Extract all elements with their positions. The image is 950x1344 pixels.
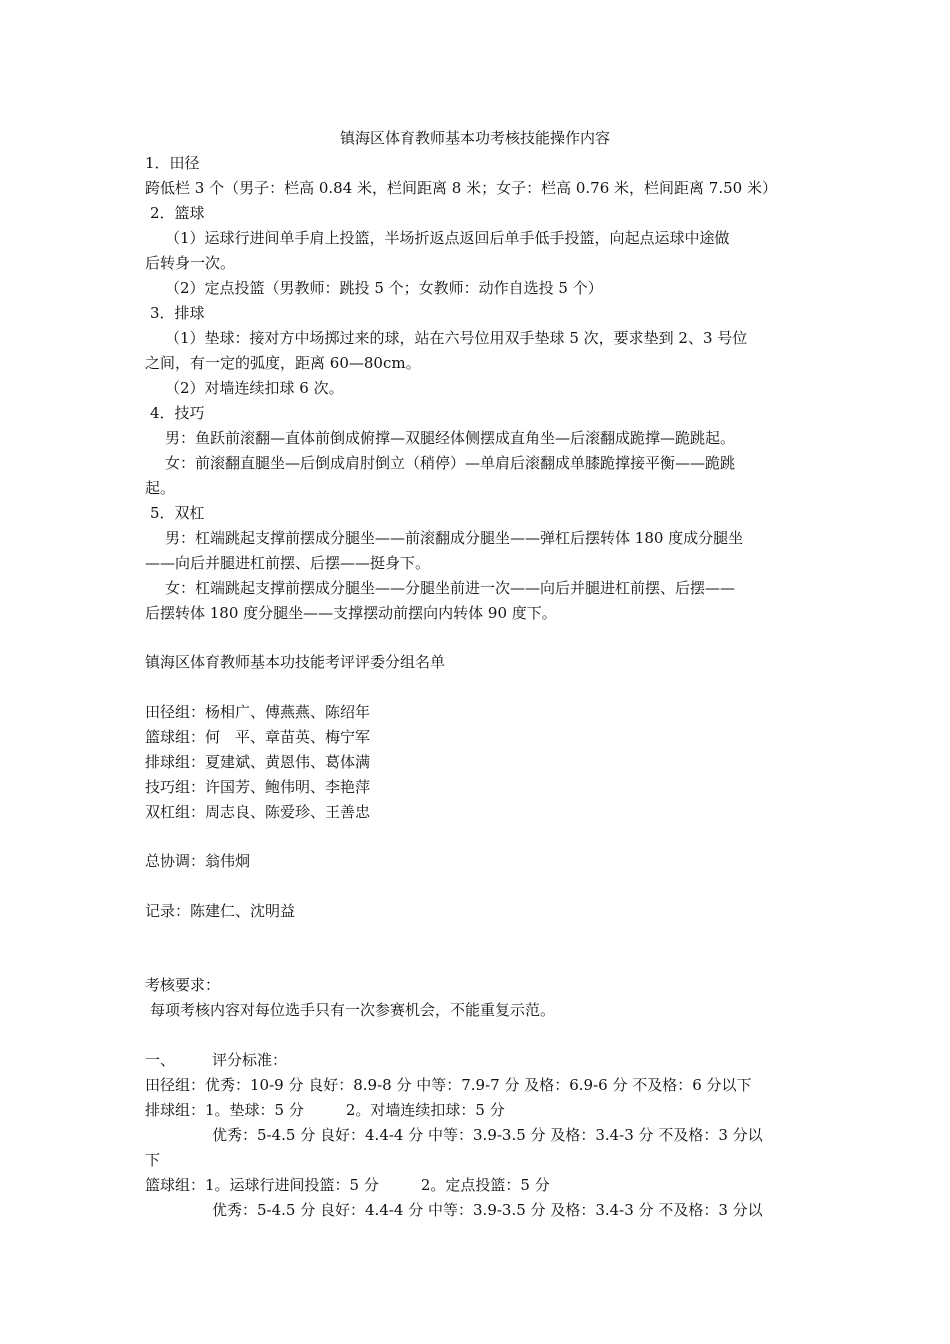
volleyball-grades-text: 优秀：5-4.5 分 良好：4.4-4 分 中等：3.9-3.5 分 及格：3.4-3 分 不及格：3 分以 — [212, 1126, 763, 1144]
gymnastics-male-text: 男：鱼跃前滚翻—直体前倒成俯撑—双腿经体侧摆成直角坐—后滚翻成跪撑—跪跳起。 — [165, 429, 736, 447]
gymnastics-female-text: 女：前滚翻直腿坐—后倒成肩肘倒立（稍停）—单肩后滚翻成单膝跪撑接平衡——跪跳 — [165, 454, 736, 472]
section-parallel-bars-heading: 5．双杠 — [150, 504, 205, 522]
volleyball-scoring-item2: 2。对墙连续扣球：5 分 — [345, 1101, 505, 1119]
basketball-scoring-item2: 2。定点投篮：5 分 — [420, 1176, 550, 1194]
section-track-heading: 1．田径 — [145, 154, 200, 172]
recorders-text: 记录：陈建仁、沈明益 — [145, 902, 296, 920]
judges-title: 镇海区体育教师基本功技能考评评委分组名单 — [145, 653, 446, 671]
track-hurdles-text: 跨低栏 3 个（男子：栏高 0.84 米，栏间距离 8 米；女子：栏高 0.76 米，栏间距离 7.50 米） — [145, 179, 777, 197]
requirements-heading: 考核要求： — [145, 976, 221, 994]
parallel-bars-female-wrap: 后摆转体 180 度分腿坐——支撑摆动前摆向内转体 90 度下。 — [145, 604, 557, 622]
requirements-text: 每项考核内容对每位选手只有一次参赛机会，不能重复示范。 — [150, 1001, 556, 1019]
basketball-scoring-items — [145, 1175, 550, 1195]
volleyball-scoring-items — [145, 1100, 505, 1120]
document-title: 镇海区体育教师基本功考核技能操作内容 — [339, 129, 610, 147]
basketball-item1-text: （1）运球行进间单手肩上投篮，半场折返点返回后单手低手投篮，向起点运球中途做 — [165, 229, 730, 247]
volleyball-scoring-item1: 排球组：1。垫球：5 分 — [145, 1101, 304, 1119]
basketball-scoring-item1: 篮球组：1。运球行进间投篮：5 分 — [145, 1176, 379, 1194]
coordinator-text: 总协调：翁伟炯 — [145, 852, 251, 870]
volleyball-grades-wrap: 下 — [145, 1151, 161, 1169]
volleyball-item1-wrap: 之间，有一定的弧度，距离 60—80cm。 — [145, 354, 421, 372]
volleyball-item2-text: （2）对墙连续扣球 6 次。 — [165, 379, 344, 397]
parallel-bars-female-text: 女：杠端跳起支撑前摆成分腿坐——分腿坐前进一次——向后并腿进杠前摆、后摆—— — [165, 579, 736, 597]
parallel-bars-male-wrap: ——向后并腿进杠前摆、后摆——挺身下。 — [145, 554, 431, 572]
section-gymnastics-heading: 4．技巧 — [150, 404, 205, 422]
section-basketball-heading: 2．篮球 — [150, 204, 205, 222]
parallel-bars-male-text: 男：杠端跳起支撑前摆成分腿坐——前滚翻成分腿坐——弹杠后摆转体 180 度成分腿坐 — [165, 529, 744, 547]
scoring-number: 一、 — [145, 1051, 176, 1069]
track-scoring-text: 田径组：优秀：10-9 分 良好：8.9-8 分 中等：7.9-7 分 及格：6.9-6 分 不及格：6 分以下 — [145, 1076, 752, 1094]
scoring-title: 评分标准： — [212, 1051, 288, 1069]
judges-group-basketball: 篮球组：何 平、章苗英、梅宁军 — [145, 728, 371, 746]
judges-group-parallel-bars: 双杠组：周志良、陈爱珍、王善忠 — [145, 803, 371, 821]
basketball-grades-text: 优秀：5-4.5 分 良好：4.4-4 分 中等：3.9-3.5 分 及格：3.4-3 分 不及格：3 分以 — [212, 1201, 763, 1219]
volleyball-item1-text: （1）垫球：接对方中场掷过来的球，站在六号位用双手垫球 5 次，要求垫到 2、3 号位 — [165, 329, 748, 347]
section-volleyball-heading: 3．排球 — [150, 304, 205, 322]
basketball-item2-text: （2）定点投篮（男教师：跳投 5 个；女教师：动作自选投 5 个） — [165, 279, 603, 297]
gymnastics-female-wrap: 起。 — [145, 479, 176, 497]
judges-group-volleyball: 排球组：夏建斌、黄恩伟、葛体满 — [145, 753, 371, 771]
judges-group-gymnastics: 技巧组：许国芳、鲍伟明、李艳萍 — [145, 778, 371, 796]
judges-group-track: 田径组：杨相广、傅燕燕、陈绍年 — [145, 703, 371, 721]
basketball-item1-wrap: 后转身一次。 — [145, 254, 236, 272]
